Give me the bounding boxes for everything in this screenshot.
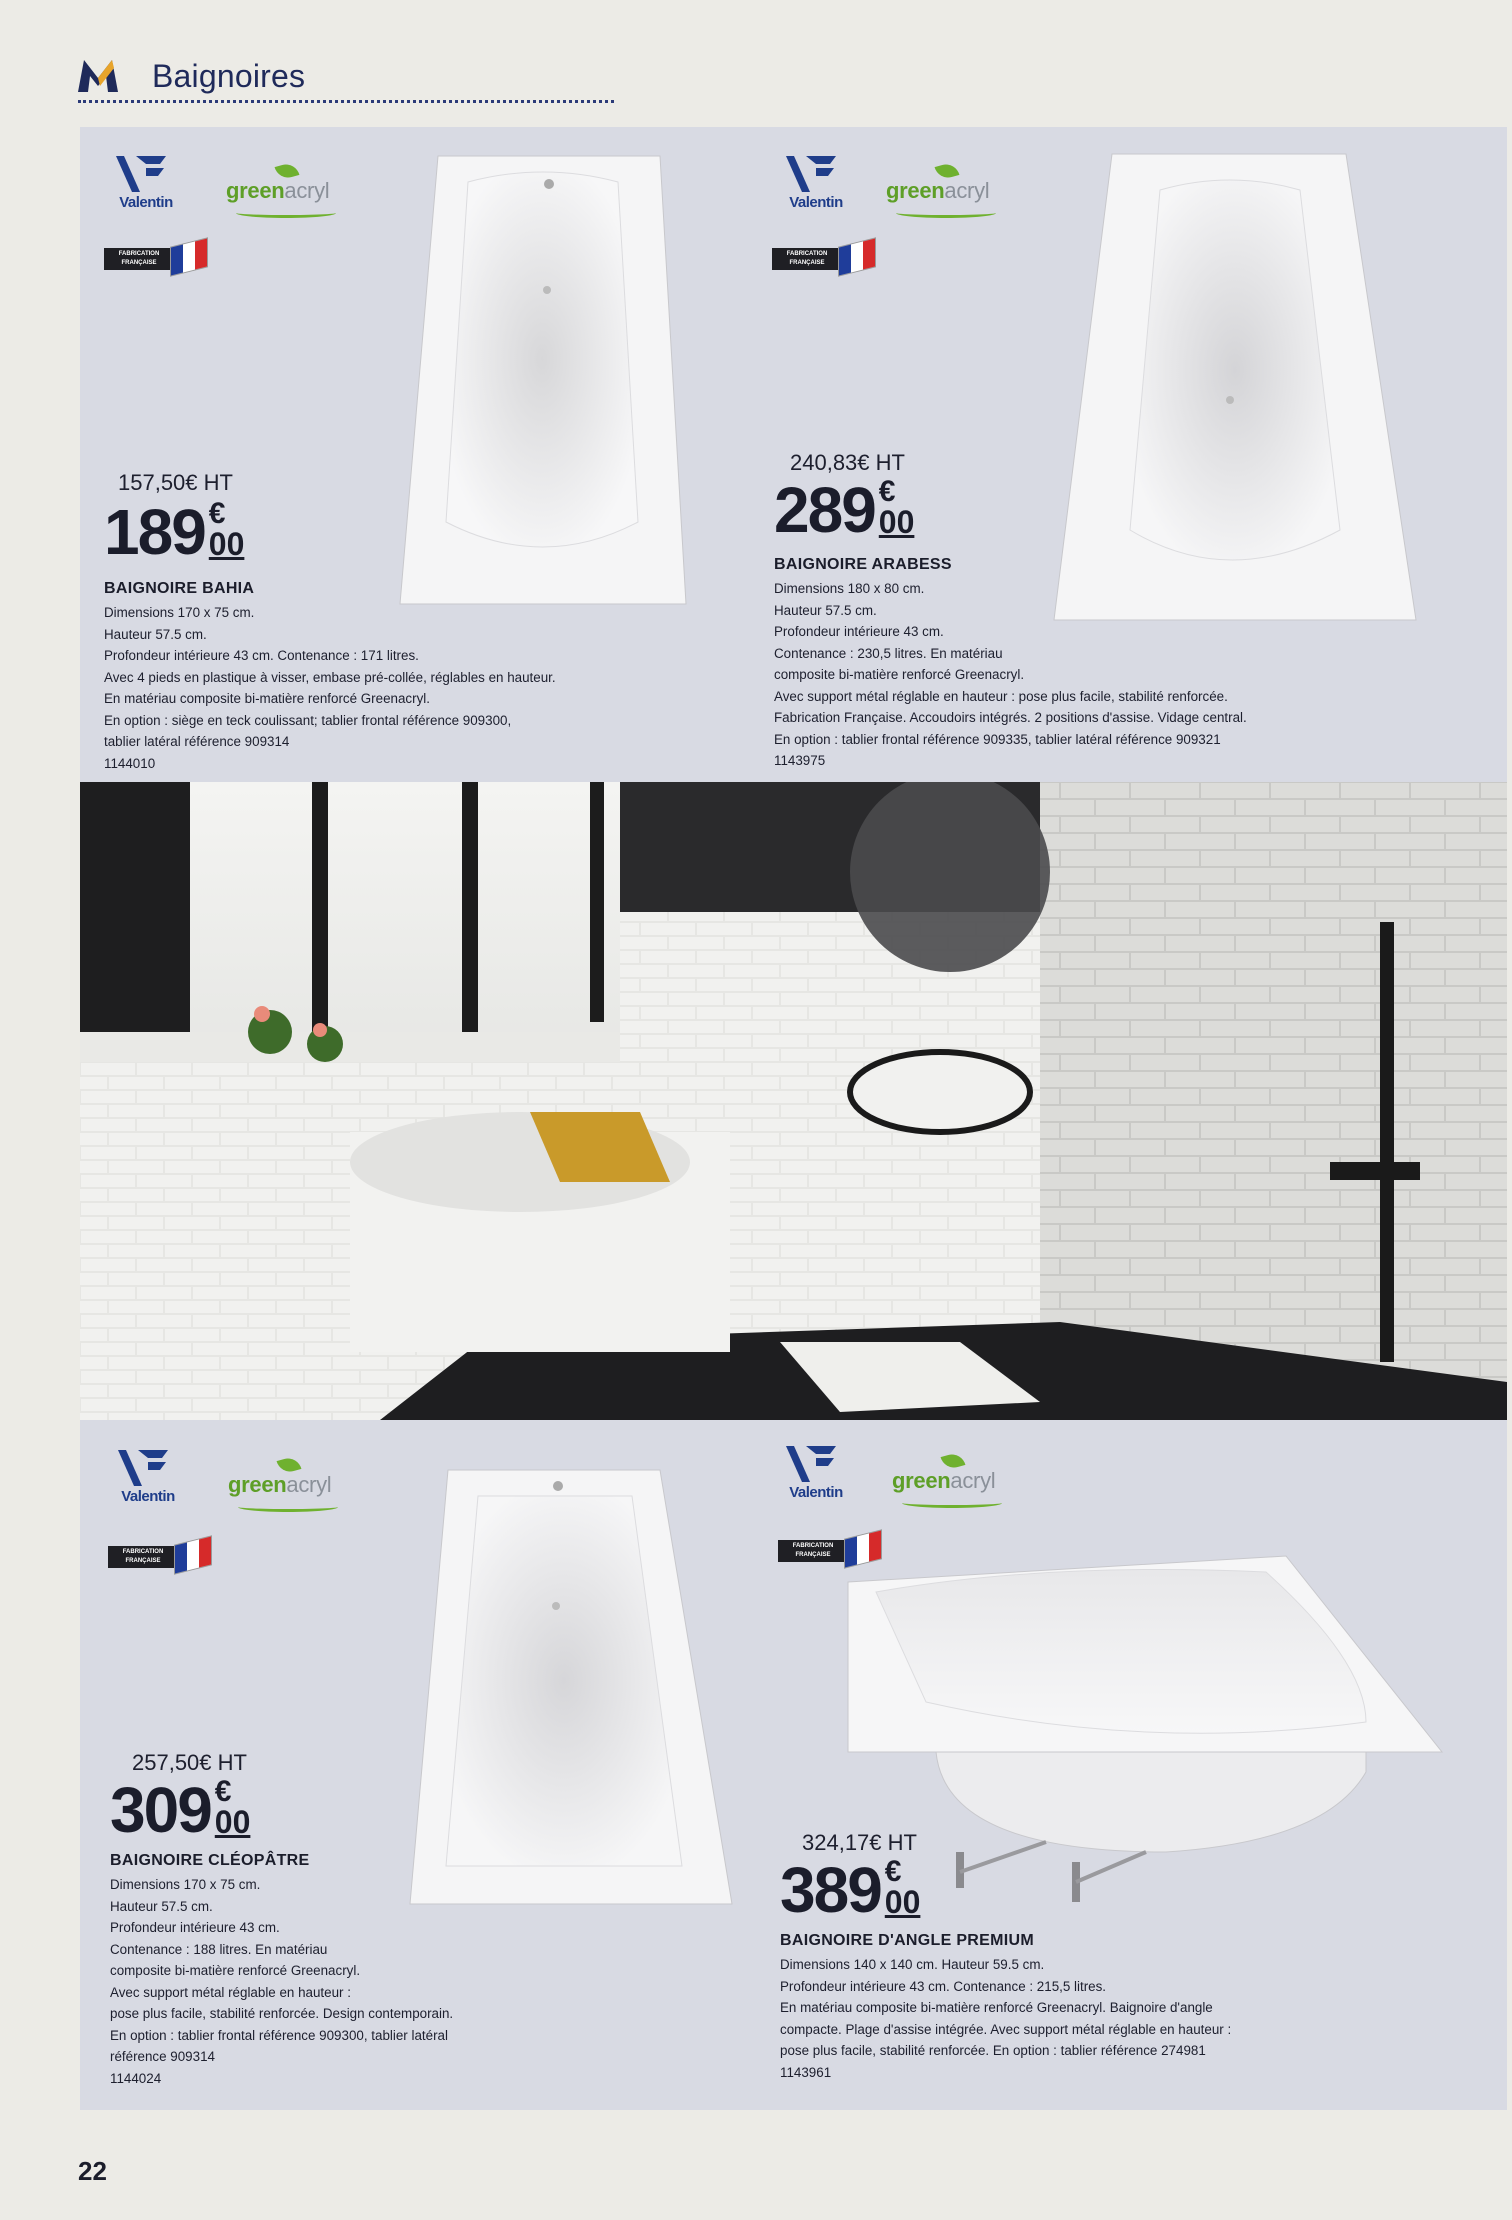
price: 189 € 00 (104, 496, 245, 568)
valentin-logo: Valentin (108, 1444, 188, 1510)
header-divider (78, 100, 614, 103)
brand-logos-cleopatre (108, 1444, 368, 1518)
valentin-v-icon (776, 150, 856, 196)
brand-logos-arabess (776, 150, 1026, 224)
valentin-v-icon (776, 1440, 856, 1486)
price: 289 € 00 (774, 474, 915, 546)
bathtub-arabess-image (1050, 150, 1420, 626)
product-name: BAIGNOIRE BAHIA (104, 580, 255, 597)
product-description: Dimensions 180 x 80 cm. Hauteur 57.5 cm. Profondeur intérieure 43 cm. Contenance : 230,5 litres. En matériau composite bi-matière renforcé Greenacryl. Avec support métal réglable en hauteur : pose plus facile, stabilité renforcée. Fabrication Française. Accoudoirs intégrés. 2 positions d'assise. Vidage central. En option : tablier frontal référence 909335, tablier latéral référence 909321 1143975 (774, 581, 1247, 768)
valentin-logo: Valentin (106, 150, 186, 216)
product-description: Dimensions 140 x 140 cm. Hauteur 59.5 cm. Profondeur intérieure 43 cm. Contenance : 215,5 litres. En matériau composite bi-matière renforcé Greenacryl. Baignoire d'angle compacte. Plage d'assise intégrée. Avec support métal réglable en hauteur : pose plus facile, stabilité renforcée. En option : tablier référence 274981 1143961 (780, 1957, 1232, 2080)
bathroom-scene-photo (80, 782, 1507, 1420)
corner-bathtub-premium-image (846, 1552, 1446, 1912)
product-description: Dimensions 170 x 75 cm. Hauteur 57.5 cm. Profondeur intérieure 43 cm. Contenance : 188 litres. En matériau composite bi-matière renforcé Greenacryl. Avec support métal réglable en hauteur : pose plus facile, stabilité renforcée. Design contemporain. En option : tablier frontal référence 909300, tablier latéral référence 909314 1144024 (110, 1877, 454, 2086)
french-flag-icon (170, 237, 208, 276)
greenacryl-logo: greenacryl (226, 164, 366, 224)
greenacryl-logo: greenacryl (892, 1454, 1032, 1514)
bathtub-bahia-image (398, 152, 688, 612)
fabrication-francaise-badge: FABRICATION FRANÇAISE (778, 1534, 888, 1566)
ht-price: 324,17€ HT (802, 1830, 917, 1855)
product-description: Dimensions 170 x 75 cm. Hauteur 57.5 cm. Profondeur intérieure 43 cm. Contenance : 171 litres. Avec 4 pieds en plastique à visser, embase pré-collée, réglables en hauteur. En matériau composite bi-matière renforcé Greenacryl. En option : siège en teck coulissant; tablier frontal référence 909300, tablier latéral référence 909314 1144010 (104, 605, 556, 771)
price: 309 € 00 (110, 1774, 251, 1846)
section-title: Baignoires (152, 58, 306, 94)
brand-logo-m-icon (78, 58, 118, 94)
product-name: BAIGNOIRE ARABESS (774, 556, 952, 573)
valentin-logo: Valentin (776, 1440, 856, 1506)
fabrication-francaise-badge: FABRICATION FRANÇAISE (772, 242, 882, 274)
greenacryl-logo: greenacryl (228, 1458, 368, 1518)
fabrication-francaise-badge: FABRICATION FRANÇAISE (108, 1540, 218, 1572)
ht-price: 157,50€ HT (118, 470, 233, 495)
page-header (78, 56, 618, 106)
price: 389 € 00 (780, 1854, 921, 1926)
ht-price: 240,83€ HT (790, 450, 905, 475)
bathtub-cleopatre-image (406, 1466, 736, 1908)
product-name: BAIGNOIRE D'ANGLE PREMIUM (780, 1932, 1034, 1949)
ht-price: 257,50€ HT (132, 1750, 247, 1775)
fabrication-francaise-badge: FABRICATION FRANÇAISE (104, 242, 214, 274)
french-flag-icon (838, 237, 876, 276)
page-number: 22 (78, 2156, 107, 2186)
product-name: BAIGNOIRE CLÉOPÂTRE (110, 1852, 310, 1869)
valentin-v-icon (108, 1444, 188, 1490)
greenacryl-logo: greenacryl (886, 164, 1026, 224)
french-flag-icon (174, 1535, 212, 1574)
valentin-logo: Valentin (776, 150, 856, 216)
valentin-v-icon (106, 150, 186, 196)
brand-logos-angle-premium (776, 1440, 1032, 1514)
brand-logos-bahia (106, 150, 366, 224)
